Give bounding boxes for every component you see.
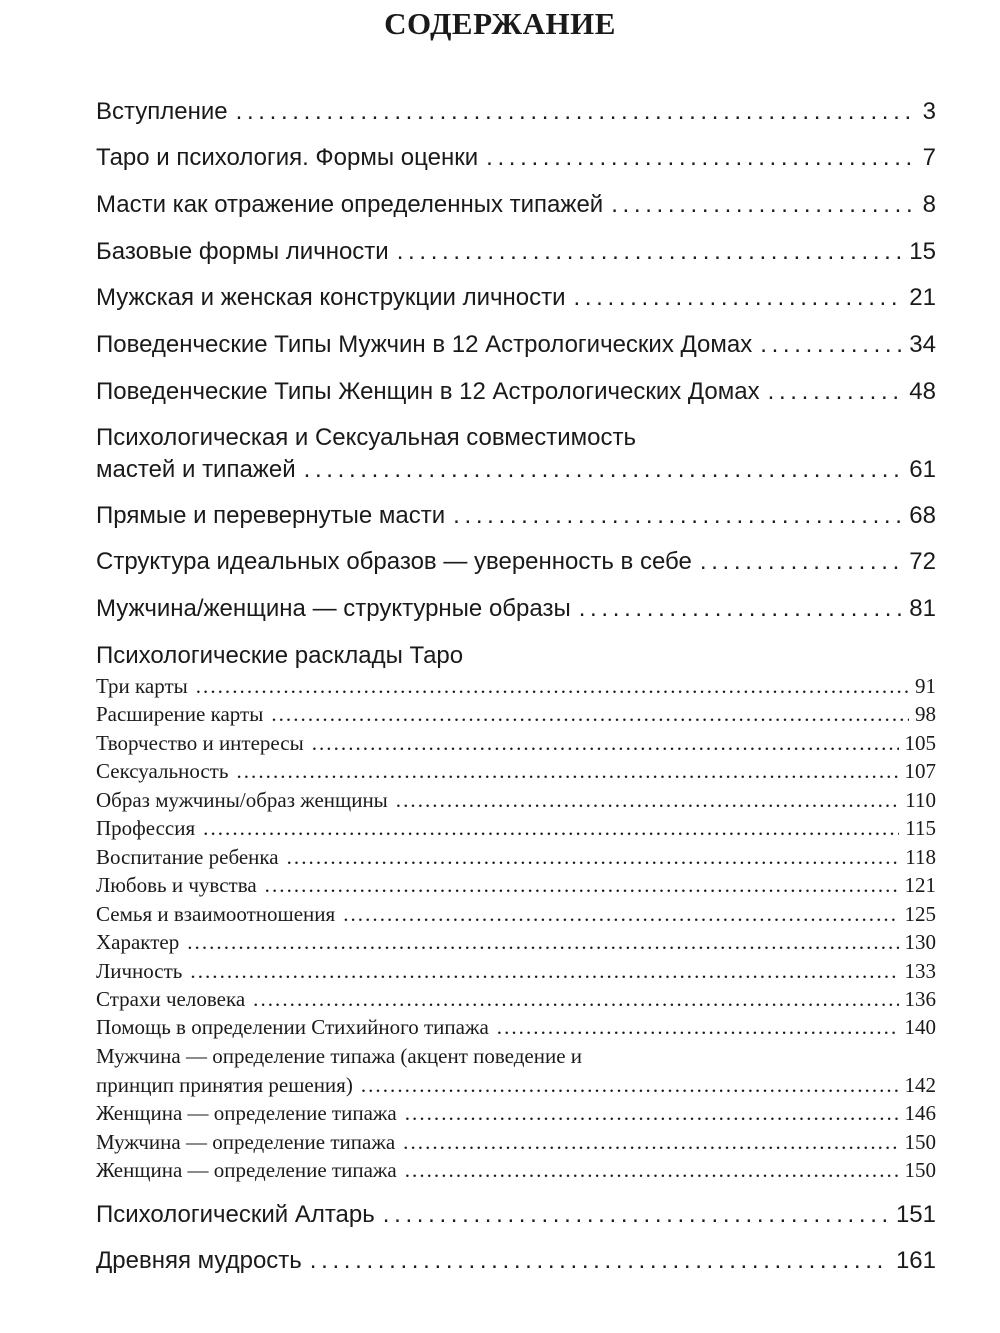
entry-title: Сексуальность bbox=[96, 759, 229, 783]
dot-leader bbox=[403, 1130, 898, 1154]
entry-page: 151 bbox=[895, 1201, 936, 1228]
entry-page: 98 bbox=[915, 702, 936, 726]
entry-page: 146 bbox=[904, 1101, 936, 1125]
toc-entry bbox=[96, 283, 936, 313]
entry-page: 8 bbox=[922, 191, 936, 218]
dot-leader bbox=[265, 873, 899, 897]
toc-entry bbox=[96, 547, 936, 577]
section-heading: Психологические расклады Таро bbox=[96, 642, 464, 669]
dot-leader bbox=[236, 97, 917, 127]
entry-page: 105 bbox=[904, 731, 936, 755]
dot-leader bbox=[187, 930, 898, 954]
entry-page: 161 bbox=[895, 1247, 936, 1274]
entry-page: 107 bbox=[904, 759, 936, 783]
dot-leader bbox=[361, 1073, 899, 1097]
entry-title: Воспитание ребенка bbox=[96, 845, 279, 869]
entry-title: Семья и взаимоотношения bbox=[96, 902, 336, 926]
entry-title: Мужская и женская конструкции личности bbox=[96, 284, 566, 311]
toc-sub-entry bbox=[96, 1101, 936, 1125]
entry-title: Помощь в определении Стихийного типажа bbox=[96, 1015, 489, 1039]
dot-leader bbox=[343, 902, 898, 926]
toc-sub-entry bbox=[96, 1130, 936, 1154]
toc-entry bbox=[96, 237, 936, 267]
dot-leader bbox=[253, 987, 898, 1011]
toc-entry bbox=[96, 501, 936, 531]
entry-title: Три карты bbox=[96, 674, 188, 698]
dot-leader bbox=[405, 1158, 899, 1182]
entry-page: 68 bbox=[909, 502, 936, 529]
entry-title: мастей и типажей bbox=[96, 456, 296, 483]
entry-page: 121 bbox=[904, 873, 936, 897]
entry-title: Страхи человека bbox=[96, 987, 246, 1011]
entry-title: Любовь и чувства bbox=[96, 873, 257, 897]
toc-entry bbox=[96, 143, 936, 173]
dot-leader bbox=[453, 501, 903, 531]
dot-leader bbox=[190, 959, 898, 983]
page-title: СОДЕРЖАНИЕ bbox=[384, 6, 616, 41]
dot-leader bbox=[271, 702, 909, 726]
dot-leader bbox=[760, 330, 903, 360]
toc-entry bbox=[96, 1246, 936, 1276]
dot-leader bbox=[236, 759, 898, 783]
entry-title: принцип принятия решения) bbox=[96, 1073, 353, 1097]
entry-title: Поведенческие Типы Мужчин в 12 Астрологических Домах bbox=[96, 331, 753, 358]
toc-sub-entry bbox=[96, 845, 936, 869]
entry-title: Мужчина — определение типажа bbox=[96, 1130, 396, 1154]
dot-leader bbox=[700, 547, 903, 577]
entry-page: 48 bbox=[909, 378, 936, 405]
toc-entry bbox=[96, 455, 936, 485]
dot-leader bbox=[573, 283, 903, 313]
dot-leader bbox=[611, 190, 916, 220]
entry-page: 15 bbox=[909, 238, 936, 265]
toc-sub-entry bbox=[96, 959, 936, 983]
toc-entry-intro bbox=[96, 97, 936, 127]
toc-entry bbox=[96, 377, 936, 407]
entry-title: Расширение карты bbox=[96, 702, 264, 726]
entry-page: 130 bbox=[904, 930, 936, 954]
entry-page: 81 bbox=[909, 595, 936, 622]
dot-leader bbox=[405, 1101, 899, 1125]
entry-title: Таро и психология. Формы оценки bbox=[96, 144, 479, 171]
toc-sub-entry bbox=[96, 1158, 936, 1182]
toc-sub-entry bbox=[96, 731, 936, 755]
entry-title: Древняя мудрость bbox=[96, 1247, 302, 1274]
entry-page: 61 bbox=[909, 456, 936, 483]
entry-title: Творчество и интересы bbox=[96, 731, 304, 755]
entry-page: 115 bbox=[905, 816, 936, 840]
entry-title: Масти как отражение определенных типажей bbox=[96, 191, 604, 218]
toc-sub-entry bbox=[96, 902, 936, 926]
entry-title: Женщина — определение типажа bbox=[96, 1158, 397, 1182]
entry-title: Профессия bbox=[96, 816, 196, 840]
toc-sub-entry bbox=[96, 788, 936, 812]
toc-sub-entry bbox=[96, 930, 936, 954]
entry-title-line1: Психологическая и Сексуальная совместимость bbox=[96, 424, 636, 451]
dot-leader bbox=[304, 455, 904, 485]
entry-page: 125 bbox=[904, 902, 936, 926]
entry-title: Мужчина/женщина — структурные образы bbox=[96, 595, 571, 622]
entry-page: 7 bbox=[922, 144, 936, 171]
entry-page: 118 bbox=[905, 845, 936, 869]
toc-entry bbox=[96, 594, 936, 624]
entry-title: Структура идеальных образов — уверенность в себе bbox=[96, 548, 692, 575]
entry-title: Образ мужчины/образ женщины bbox=[96, 788, 388, 812]
dot-leader bbox=[287, 845, 900, 869]
toc-sub-entry bbox=[96, 873, 936, 897]
entry-title: Поведенческие Типы Женщин в 12 Астрологических Домах bbox=[96, 378, 760, 405]
dot-leader bbox=[486, 143, 917, 173]
entry-page: 142 bbox=[904, 1073, 936, 1097]
entry-page: 21 bbox=[909, 284, 936, 311]
dot-leader bbox=[383, 1200, 890, 1230]
entry-page: 34 bbox=[909, 331, 936, 358]
dot-leader bbox=[579, 594, 904, 624]
entry-title-line1: Мужчина — определение типажа (акцент поведение и bbox=[96, 1044, 583, 1068]
entry-page: 150 bbox=[904, 1130, 936, 1154]
dot-leader bbox=[397, 237, 904, 267]
toc-sub-entry bbox=[96, 674, 936, 698]
entry-title: Психологический Алтарь bbox=[96, 1201, 375, 1228]
entry-title: Характер bbox=[96, 930, 180, 954]
toc-sub-entry bbox=[96, 702, 936, 726]
entry-page: 72 bbox=[909, 548, 936, 575]
entry-page: 150 bbox=[904, 1158, 936, 1182]
toc-entry bbox=[96, 330, 936, 360]
toc-sub-entry bbox=[96, 816, 936, 840]
toc-entry bbox=[96, 190, 936, 220]
dot-leader bbox=[768, 377, 904, 407]
entry-page: 140 bbox=[904, 1015, 936, 1039]
entry-page: 91 bbox=[915, 674, 936, 698]
entry-page: 133 bbox=[904, 959, 936, 983]
dot-leader bbox=[203, 816, 899, 840]
entry-title: Прямые и перевернутые масти bbox=[96, 502, 446, 529]
dot-leader bbox=[312, 731, 899, 755]
toc-sub-entry bbox=[96, 1015, 936, 1039]
entry-page: 136 bbox=[904, 987, 936, 1011]
toc-sub-entry bbox=[96, 759, 936, 783]
dot-leader bbox=[497, 1015, 899, 1039]
entry-title: Женщина — определение типажа bbox=[96, 1101, 397, 1125]
toc-entry bbox=[96, 1200, 936, 1230]
toc-sub-entry bbox=[96, 987, 936, 1011]
dot-leader bbox=[396, 788, 899, 812]
entry-title: Базовые формы личности bbox=[96, 238, 389, 265]
dot-leader bbox=[196, 674, 909, 698]
entry-page: 3 bbox=[922, 98, 936, 125]
entry-page: 110 bbox=[905, 788, 936, 812]
toc-sub-entry bbox=[96, 1073, 936, 1097]
entry-title: Личность bbox=[96, 959, 183, 983]
entry-title: Вступление bbox=[96, 98, 228, 125]
dot-leader bbox=[310, 1246, 890, 1276]
